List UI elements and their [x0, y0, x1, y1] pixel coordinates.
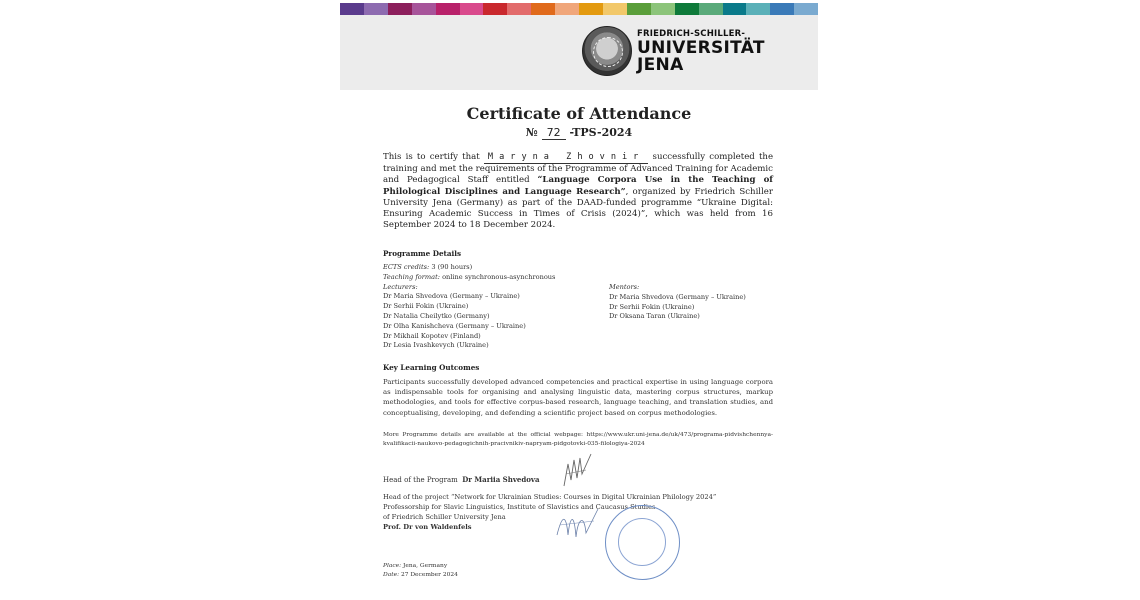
project-line-3: of Friedrich Schiller University Jena	[383, 513, 506, 521]
format-label: Teaching format:	[383, 272, 440, 281]
date-label: Date:	[383, 571, 400, 578]
color-stripe-1	[364, 3, 388, 15]
project-line-2: Professorship for Slavic Linguistics, Institute of Slavistics and Caucasus Studies	[383, 503, 656, 511]
outcomes-text: Participants successfully developed advanced competencies and practical expertise in using language corpora as indispensable tools for organising and analysing linguistic data, mastering corpus structures, markup methodologies, and tools for effective corpus-based research, language teaching, and translation studies, and conceptualising, developing, and defending a scientific project based on corpus methodologies.	[383, 378, 773, 417]
certificate-title: Certificate of Attendance	[466, 104, 692, 123]
lecturer-item: Dr Natalia Cheilytko (Germany)	[383, 311, 490, 320]
color-stripe-4	[436, 3, 460, 15]
stamp-inner-ring	[618, 518, 666, 566]
color-stripe-2	[388, 3, 412, 15]
date-row	[383, 571, 458, 580]
header-band	[340, 15, 818, 90]
date-value: 27 December 2024	[400, 571, 458, 578]
color-stripe-18	[770, 3, 794, 15]
lecturer-item: Dr Olha Kanishcheva (Germany – Ukraine)	[383, 321, 526, 330]
certificate-page	[340, 0, 818, 600]
lecturers-label: Lecturers:	[383, 282, 418, 291]
mentor-item: Dr Oksana Taran (Ukraine)	[609, 312, 700, 321]
place-value: Jena, Germany	[403, 563, 448, 569]
certification-statement	[383, 152, 773, 231]
certificate-number	[340, 126, 818, 140]
place-label: Place:	[383, 563, 402, 569]
color-stripe-19	[794, 3, 818, 15]
color-stripe-16	[723, 3, 747, 15]
place-row	[383, 562, 458, 571]
lecturer-item: Dr Maria Shvedova (Germany – Ukraine)	[383, 292, 520, 301]
mentor-item: Dr Maria Shvedova (Germany – Ukraine)	[609, 292, 746, 301]
color-stripe-8	[531, 3, 555, 15]
mentor-item: Dr Serhii Fokin (Ukraine)	[609, 302, 695, 311]
color-stripe-bar	[340, 3, 818, 15]
head-program-name: Dr Mariia Shvedova	[462, 475, 540, 484]
mentors-list	[609, 293, 746, 322]
intro-text: This is to certify that	[383, 152, 480, 162]
format-value: online synchronous-asynchronous	[442, 272, 556, 281]
logo-line-2: UNIVERSITÄT	[637, 37, 765, 58]
signature-head-program	[560, 452, 594, 492]
statement-part-2: , organized by Friedrich Schiller University Jena (Germany) as part of the DAAD-funded programme “Ukraine Digital: Ensuring Academic Success in Times of Crisis (2024)”, which was held from 16 September 2024 to 18 December 2024.	[383, 186, 774, 231]
color-stripe-11	[603, 3, 627, 15]
university-seal-icon	[582, 26, 632, 76]
outcomes-heading: Key Learning Outcomes	[383, 363, 480, 372]
place-date-block	[383, 562, 458, 579]
lecturer-item: Dr Lesia Ivashkevych (Ukraine)	[383, 341, 489, 350]
number-prefix: №	[525, 126, 538, 139]
lecturer-item: Dr Serhii Fokin (Ukraine)	[383, 302, 469, 311]
programme-details-heading: Programme Details	[383, 249, 462, 258]
color-stripe-17	[746, 3, 770, 15]
color-stripe-5	[460, 3, 484, 15]
color-stripe-6	[483, 3, 507, 15]
color-stripe-9	[555, 3, 579, 15]
head-of-program	[383, 475, 540, 484]
ects-value: 3 (90 hours)	[431, 263, 473, 271]
lecturers-list	[383, 292, 555, 351]
mentors-label: Mentors:	[609, 283, 640, 291]
head-program-label: Head of the Program	[383, 476, 458, 484]
color-stripe-10	[579, 3, 603, 15]
color-stripe-13	[651, 3, 675, 15]
format-row	[383, 273, 555, 283]
project-line-1: Head of the project “Network for Ukrainian Studies: Courses in Digital Ukrainian Philology 2024”	[383, 493, 717, 501]
number-value: 72	[542, 126, 566, 140]
color-stripe-3	[412, 3, 436, 15]
ects-label: ECTS credits:	[383, 263, 430, 271]
signature-project-head	[554, 505, 602, 547]
color-stripe-14	[675, 3, 699, 15]
course-title: “Language Corpora Use in the Teaching of Philological Disciplines and Language Research”	[383, 175, 773, 197]
mentors-block	[609, 283, 746, 322]
official-stamp	[605, 505, 680, 580]
color-stripe-15	[699, 3, 723, 15]
color-stripe-12	[627, 3, 651, 15]
logo-line-1: FRIEDRICH-SCHILLER-	[637, 29, 746, 39]
color-stripe-7	[507, 3, 531, 15]
more-details-text: More Programme details are available at the official webpage: https://www.ukr.uni-jena.de/uk/473/programa-pidvishchennya-kvalifikacii-naukovo-pedagogichnih-pracivnikiv-napryam-pidgotovki-035-filologiya-2024	[383, 432, 773, 447]
lecturer-item: Dr Mikhail Kopotev (Finland)	[383, 331, 481, 340]
number-suffix: -TPS-2024	[569, 126, 633, 139]
programme-meta	[383, 263, 555, 351]
project-head-name: Prof. Dr von Waldenfels	[383, 523, 472, 531]
statement-part-1: successfully completed the training and met the requirements of the Programme of Advanced Training for Academic and Pedagogical Staff entitled	[383, 152, 774, 186]
color-stripe-0	[340, 3, 364, 15]
ects-row	[383, 263, 555, 273]
recipient-name: Maryna Zhovnir	[484, 152, 648, 164]
logo-line-3: JENA	[637, 54, 684, 75]
university-logo	[637, 30, 765, 74]
